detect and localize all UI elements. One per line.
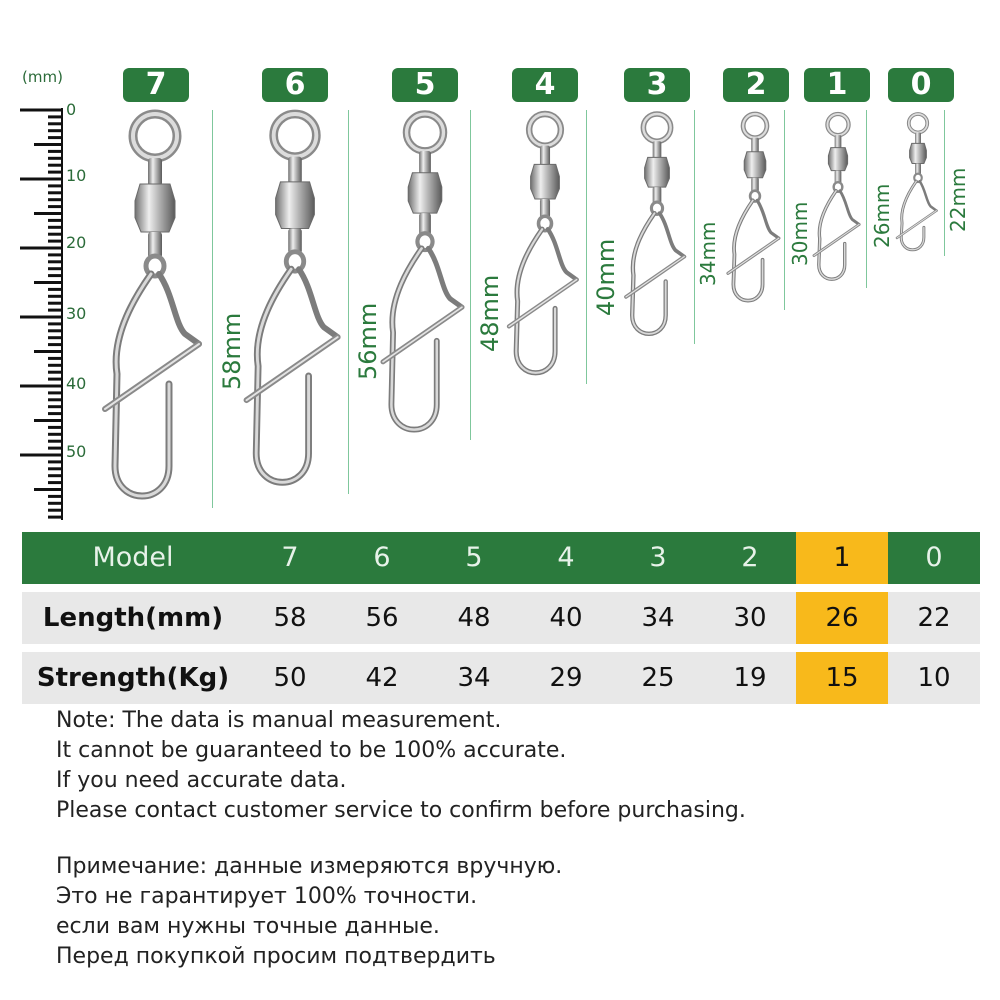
header-cell: 2 bbox=[741, 542, 759, 573]
model-badge-2: 2 bbox=[723, 68, 789, 102]
ruler-label-40: 40 bbox=[66, 374, 87, 393]
swivel-snap-1 bbox=[814, 114, 859, 279]
length-label-5: 48mm bbox=[476, 274, 504, 352]
dimension-line-6 bbox=[348, 110, 349, 494]
length-label-0: 22mm bbox=[946, 167, 970, 232]
length-label-1: 26mm bbox=[870, 183, 894, 248]
swivel-snap-7 bbox=[105, 114, 199, 496]
row-label-strength: Strength(Kg) bbox=[36, 663, 230, 693]
dimension-line-4 bbox=[586, 110, 587, 384]
table-cell: 58 bbox=[273, 603, 307, 633]
length-label-2: 30mm bbox=[788, 201, 812, 266]
header-cell: 6 bbox=[373, 542, 391, 573]
dimension-line-2 bbox=[784, 110, 785, 310]
header-cell: 5 bbox=[465, 542, 483, 573]
row-label-length: Length(mm) bbox=[42, 603, 224, 633]
table-cell: 10 bbox=[917, 663, 951, 693]
ruler-label-30: 30 bbox=[66, 304, 87, 323]
table-cell: 40 bbox=[549, 603, 583, 633]
ruler-label-10: 10 bbox=[66, 166, 87, 185]
table-cell-highlighted: 15 bbox=[796, 652, 888, 704]
ruler-label-0: 0 bbox=[66, 100, 77, 119]
table-cell: 22 bbox=[917, 603, 951, 633]
notes-english bbox=[56, 706, 746, 826]
note-line: If you need accurate data. bbox=[56, 768, 347, 793]
swivel-snap-6 bbox=[247, 114, 338, 482]
swivel-snap-4 bbox=[509, 114, 577, 373]
table-cell: 30 bbox=[733, 603, 767, 633]
dimension-line-3 bbox=[694, 110, 695, 344]
ruler-label-20: 20 bbox=[66, 233, 87, 252]
header-cell-highlighted: 1 bbox=[796, 532, 888, 584]
model-badge-4: 4 bbox=[512, 68, 578, 102]
header-cell: 3 bbox=[649, 542, 667, 573]
note-line: Это не гарантирует 100% точности. bbox=[56, 884, 478, 909]
note-line: Please contact customer service to confirm before purchasing. bbox=[56, 798, 746, 823]
dimension-line-5 bbox=[470, 110, 471, 440]
swivel-snap-3 bbox=[626, 114, 684, 334]
dimension-line-0 bbox=[944, 110, 945, 256]
table-header-row bbox=[22, 532, 980, 584]
note-line: Примечание: данные измеряются вручную. bbox=[56, 854, 563, 879]
header-cell: 0 bbox=[925, 542, 943, 573]
swivel-snap-2 bbox=[728, 114, 779, 301]
table-cell-highlighted: 26 bbox=[796, 592, 888, 644]
table-cell: 19 bbox=[733, 663, 767, 693]
table-cell: 48 bbox=[457, 603, 491, 633]
length-label-4: 40mm bbox=[592, 238, 620, 316]
header-cell: 7 bbox=[281, 542, 299, 573]
table-row-strength bbox=[22, 652, 980, 704]
table-cell: 34 bbox=[457, 663, 491, 693]
ruler-label-50: 50 bbox=[66, 442, 87, 461]
table-cell: 50 bbox=[273, 663, 307, 693]
header-cell: 4 bbox=[557, 542, 575, 573]
swivel-snap-5 bbox=[383, 114, 462, 430]
dimension-line-1 bbox=[866, 110, 867, 288]
table-cell: 34 bbox=[641, 603, 675, 633]
length-label-3: 34mm bbox=[696, 221, 720, 286]
model-badge-3: 3 bbox=[624, 68, 690, 102]
table-cell: 56 bbox=[365, 603, 399, 633]
length-label-6: 56mm bbox=[354, 302, 382, 380]
model-badge-6: 6 bbox=[262, 68, 328, 102]
table-row-length bbox=[22, 592, 980, 644]
note-line: Note: The data is manual measurement. bbox=[56, 708, 502, 733]
ruler-unit-label: (mm) bbox=[22, 68, 63, 86]
table-cell: 25 bbox=[641, 663, 675, 693]
length-label-7: 58mm bbox=[218, 312, 246, 390]
note-line: Перед покупкой просим подтвердить bbox=[56, 944, 496, 969]
model-badge-1: 1 bbox=[804, 68, 870, 102]
table-cell: 42 bbox=[365, 663, 399, 693]
dimension-line-7 bbox=[212, 110, 213, 508]
note-line: It cannot be guaranteed to be 100% accurate. bbox=[56, 738, 567, 763]
swivel-snap-0 bbox=[897, 114, 936, 250]
model-badge-0: 0 bbox=[888, 68, 954, 102]
notes-russian bbox=[56, 852, 562, 972]
model-badge-7: 7 bbox=[123, 68, 189, 102]
model-badge-5: 5 bbox=[392, 68, 458, 102]
header-cell-model: Model bbox=[92, 542, 174, 573]
note-line: если вам нужны точные данные. bbox=[56, 914, 440, 939]
table-cell: 29 bbox=[549, 663, 583, 693]
